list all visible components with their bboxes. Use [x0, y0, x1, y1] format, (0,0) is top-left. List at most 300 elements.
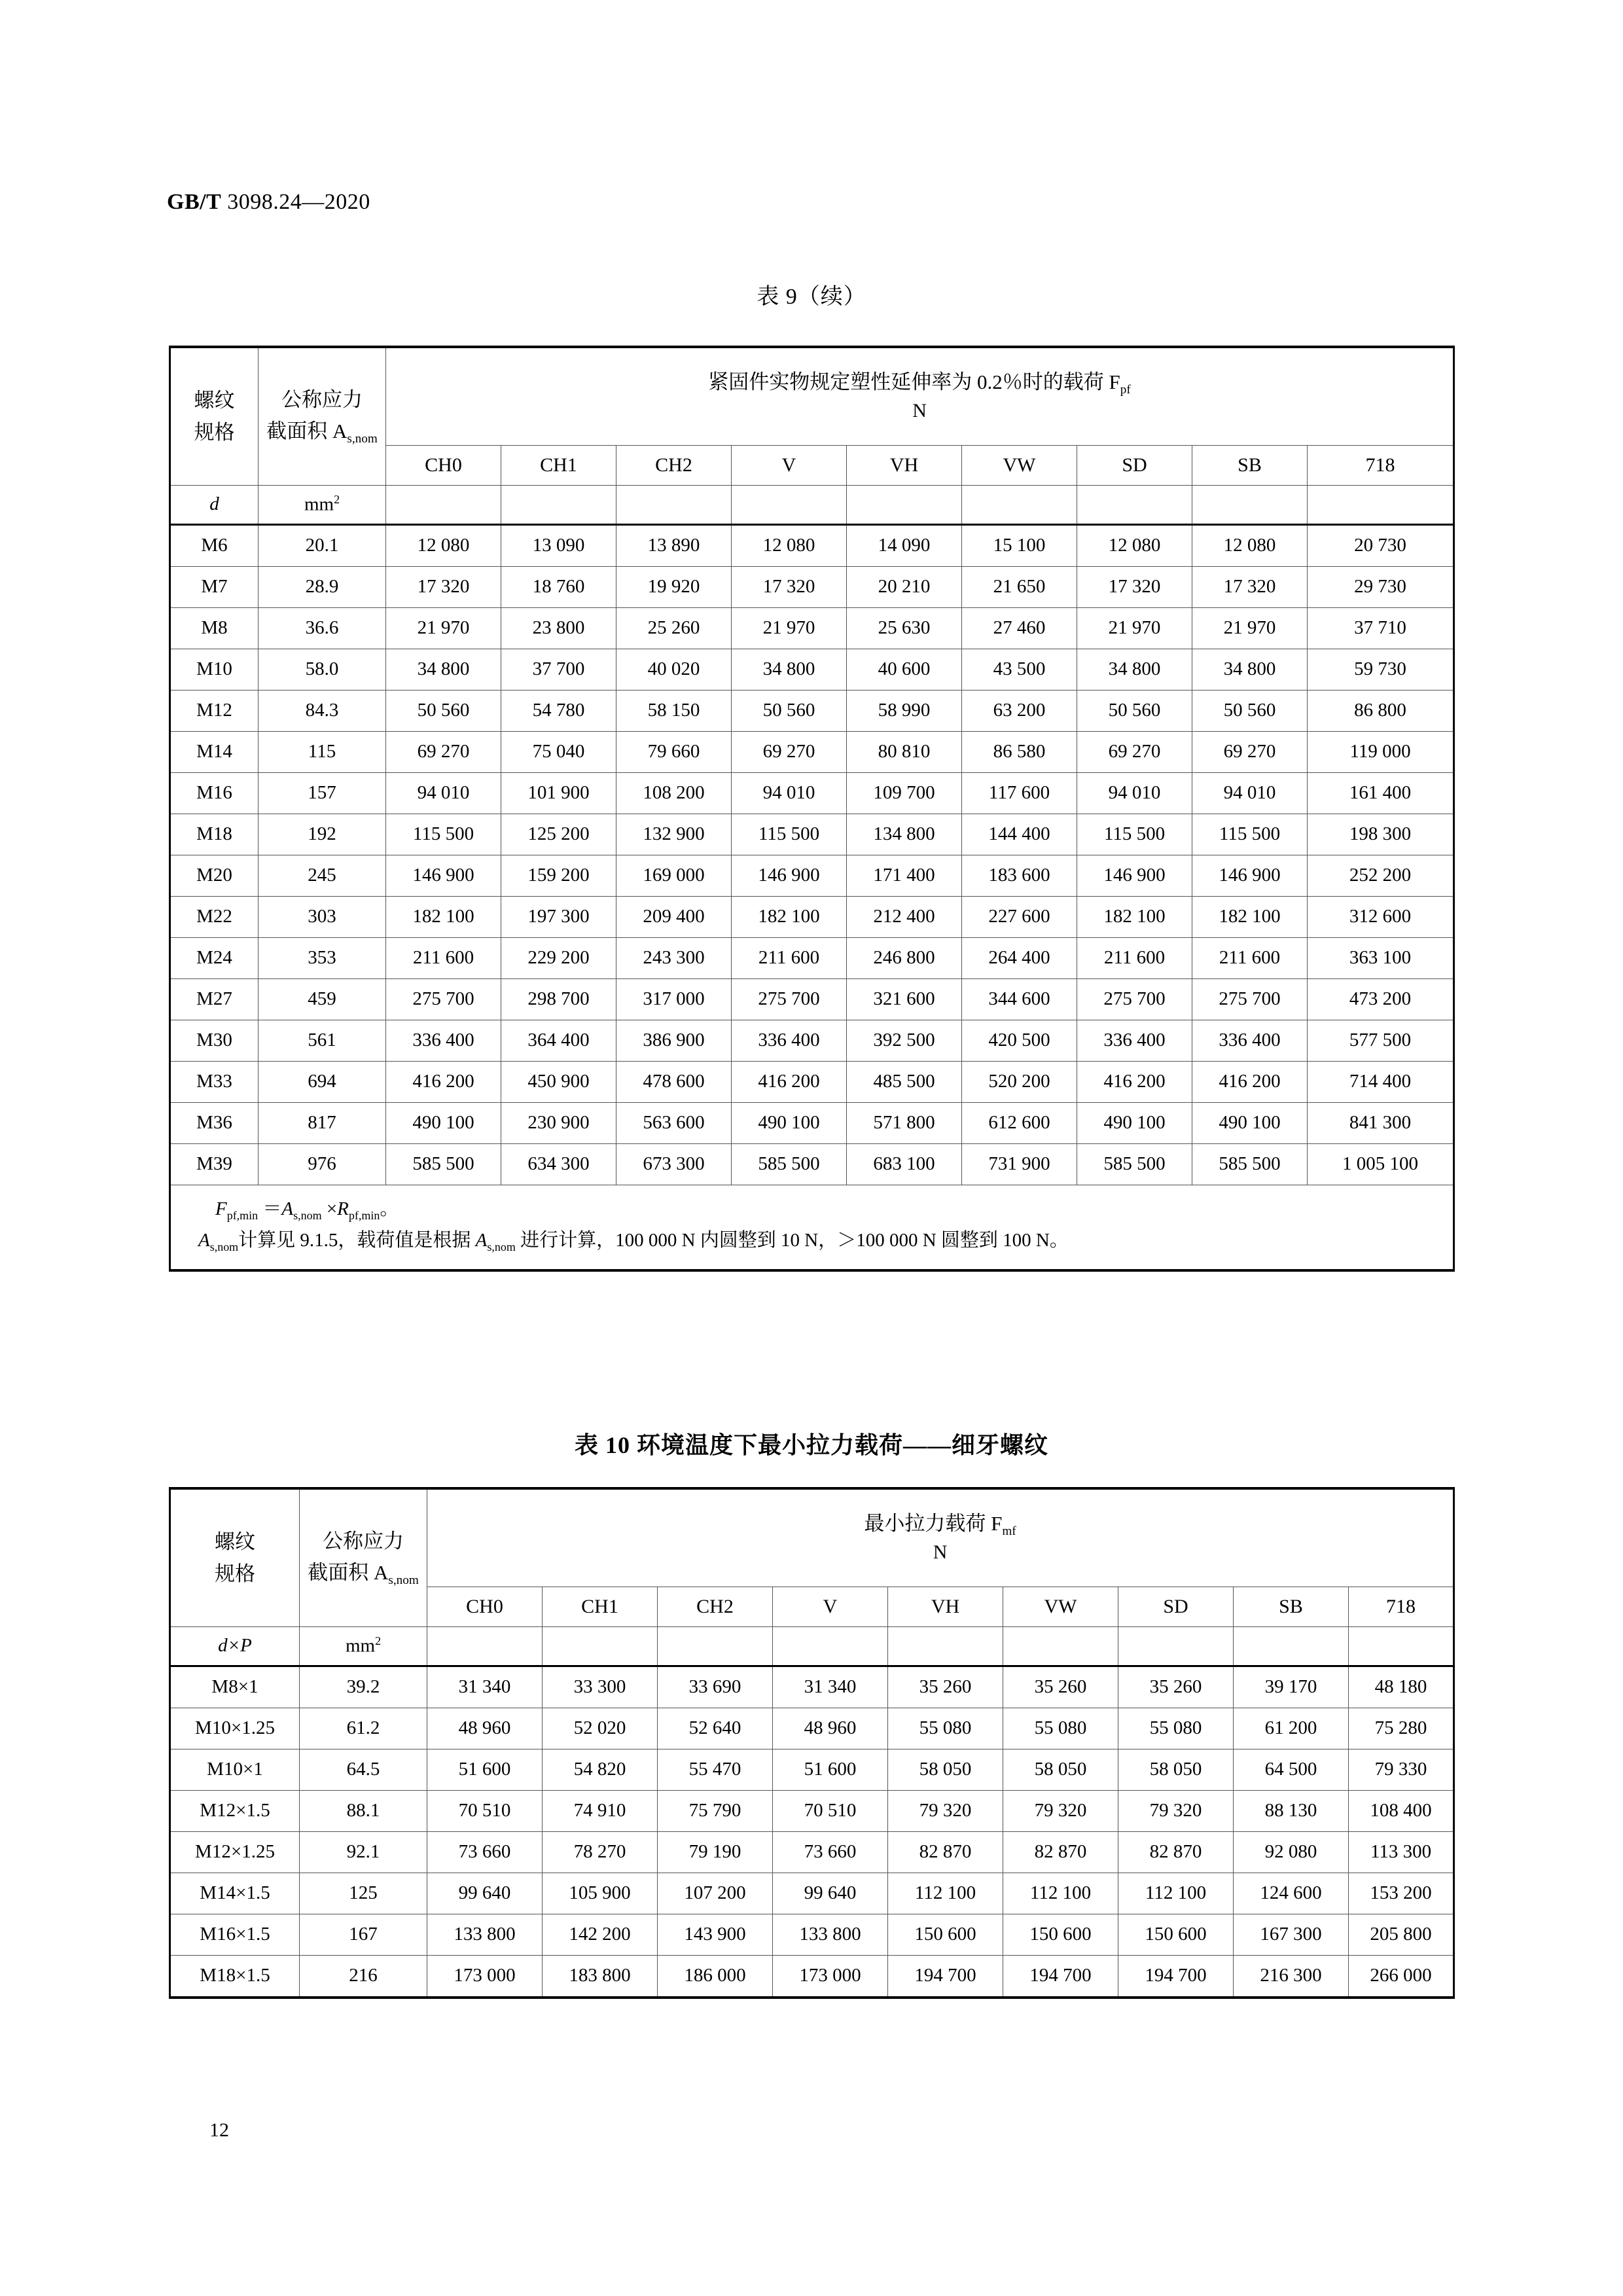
- table9-col-718: 718: [1308, 446, 1454, 486]
- cell-thread-spec: M18: [170, 814, 259, 855]
- table9-header-area: [259, 347, 386, 486]
- table9-col-vh: VH: [847, 446, 962, 486]
- cell-load-vh: 683 100: [847, 1144, 962, 1185]
- cell-load-sb: 146 900: [1192, 855, 1308, 897]
- cell-load-718: 48 180: [1349, 1666, 1454, 1708]
- cell-load-sb: 21 970: [1192, 608, 1308, 649]
- table-row: [170, 855, 1454, 897]
- cell-load-sb: 94 010: [1192, 773, 1308, 814]
- cell-load-ch0: 211 600: [386, 938, 501, 979]
- cell-load-vh: 20 210: [847, 567, 962, 608]
- cell-load-ch1: 364 400: [501, 1020, 616, 1062]
- cell-load-vw: 117 600: [962, 773, 1077, 814]
- cell-load-v: 51 600: [773, 1749, 888, 1791]
- table9-caption: 表 9（续）: [757, 285, 866, 309]
- cell-load-sb: 34 800: [1192, 649, 1308, 691]
- table10-header-area-l1: 公称应力: [323, 1529, 404, 1552]
- cell-load-vh: 571 800: [847, 1103, 962, 1144]
- cell-load-vh: 485 500: [847, 1062, 962, 1103]
- cell-load-ch1: 54 820: [543, 1749, 658, 1791]
- table10-col-ch0: CH0: [427, 1587, 543, 1627]
- table9-col-vw: VW: [962, 446, 1077, 486]
- cell-load-vh: 194 700: [888, 1956, 1003, 1998]
- table9-col-sb: SB: [1192, 446, 1308, 486]
- cell-load-718: 714 400: [1308, 1062, 1454, 1103]
- cell-thread-spec: M30: [170, 1020, 259, 1062]
- cell-load-ch1: 450 900: [501, 1062, 616, 1103]
- table10-header-pad-9: [1349, 1627, 1454, 1666]
- cell-load-718: 20 730: [1308, 525, 1454, 567]
- cell-load-sb: 490 100: [1192, 1103, 1308, 1144]
- cell-load-vw: 183 600: [962, 855, 1077, 897]
- cell-thread-spec: M6: [170, 525, 259, 567]
- cell-load-718: 86 800: [1308, 691, 1454, 732]
- table-row: [170, 1873, 1454, 1914]
- cell-thread-spec: M20: [170, 855, 259, 897]
- cell-load-v: 73 660: [773, 1832, 888, 1873]
- table9-header-pad-4: [732, 486, 847, 525]
- cell-load-vh: 112 100: [888, 1873, 1003, 1914]
- cell-load-vw: 86 580: [962, 732, 1077, 773]
- table-row: [170, 1914, 1454, 1956]
- table-row: [170, 1103, 1454, 1144]
- cell-load-vh: 82 870: [888, 1832, 1003, 1873]
- cell-load-ch2: 563 600: [616, 1103, 732, 1144]
- cell-load-vh: 14 090: [847, 525, 962, 567]
- cell-load-sd: 146 900: [1077, 855, 1192, 897]
- cell-load-ch0: 416 200: [386, 1062, 501, 1103]
- cell-load-v: 416 200: [732, 1062, 847, 1103]
- table10-header-spec-dp: d×P: [170, 1627, 300, 1666]
- table9-header-span-unit: N: [912, 400, 927, 422]
- cell-load-vh: 25 630: [847, 608, 962, 649]
- table10-caption: 表 10 环境温度下最小拉力载荷——细牙螺纹: [574, 1432, 1048, 1458]
- cell-load-v: 173 000: [773, 1956, 888, 1998]
- cell-load-vw: 82 870: [1003, 1832, 1118, 1873]
- cell-load-sb: 167 300: [1234, 1914, 1349, 1956]
- cell-stress-area: 976: [259, 1144, 386, 1185]
- cell-load-sb: 88 130: [1234, 1791, 1349, 1832]
- cell-load-sd: 35 260: [1118, 1666, 1234, 1708]
- cell-load-vh: 58 990: [847, 691, 962, 732]
- table10-header-pad-2: [543, 1627, 658, 1666]
- table9-header-pad-3: [616, 486, 732, 525]
- cell-load-ch1: 13 090: [501, 525, 616, 567]
- cell-stress-area: 303: [259, 897, 386, 938]
- cell-load-vw: 63 200: [962, 691, 1077, 732]
- cell-load-sb: 69 270: [1192, 732, 1308, 773]
- cell-load-ch0: 585 500: [386, 1144, 501, 1185]
- cell-stress-area: 459: [259, 979, 386, 1020]
- cell-stress-area: 84.3: [259, 691, 386, 732]
- cell-stress-area: 115: [259, 732, 386, 773]
- cell-load-718: 198 300: [1308, 814, 1454, 855]
- table-row: [170, 1144, 1454, 1185]
- table10-header-area: [300, 1488, 427, 1627]
- table9-col-ch1: CH1: [501, 446, 616, 486]
- cell-thread-spec: M16: [170, 773, 259, 814]
- table9-col-ch0: CH0: [386, 446, 501, 486]
- cell-load-ch1: 52 020: [543, 1708, 658, 1749]
- cell-load-sd: 55 080: [1118, 1708, 1234, 1749]
- cell-load-ch1: 634 300: [501, 1144, 616, 1185]
- table9-header-pad-1: [386, 486, 501, 525]
- table10-header-pad-1: [427, 1627, 543, 1666]
- cell-load-sd: 416 200: [1077, 1062, 1192, 1103]
- cell-load-v: 48 960: [773, 1708, 888, 1749]
- cell-thread-spec: M18×1.5: [170, 1956, 300, 1998]
- cell-load-ch1: 142 200: [543, 1914, 658, 1956]
- cell-load-718: 363 100: [1308, 938, 1454, 979]
- cell-load-ch1: 230 900: [501, 1103, 616, 1144]
- page-number: 12: [209, 2119, 229, 2141]
- table9-header-pad-9: [1308, 486, 1454, 525]
- table10-col-vw: VW: [1003, 1587, 1118, 1627]
- cell-load-ch2: 143 900: [658, 1914, 773, 1956]
- table-row: [170, 608, 1454, 649]
- cell-thread-spec: M10×1.25: [170, 1708, 300, 1749]
- cell-load-ch0: 336 400: [386, 1020, 501, 1062]
- table10-header-pad-7: [1118, 1627, 1234, 1666]
- document-header: [167, 190, 370, 215]
- cell-load-v: 133 800: [773, 1914, 888, 1956]
- cell-thread-spec: M22: [170, 897, 259, 938]
- cell-load-vw: 520 200: [962, 1062, 1077, 1103]
- cell-load-sb: 182 100: [1192, 897, 1308, 938]
- cell-load-ch0: 31 340: [427, 1666, 543, 1708]
- cell-load-ch2: 209 400: [616, 897, 732, 938]
- table9-header-span-title: 紧固件实物规定塑性延伸率为 0.2％时的载荷 $F_{pf}$: [708, 370, 1131, 397]
- cell-load-sd: 79 320: [1118, 1791, 1234, 1832]
- cell-load-718: 75 280: [1349, 1708, 1454, 1749]
- table10-header-spec: [170, 1488, 300, 1627]
- cell-load-ch2: 132 900: [616, 814, 732, 855]
- cell-load-ch0: 48 960: [427, 1708, 543, 1749]
- cell-load-ch0: 146 900: [386, 855, 501, 897]
- cell-stress-area: 561: [259, 1020, 386, 1062]
- table-row: [170, 814, 1454, 855]
- cell-load-ch2: 317 000: [616, 979, 732, 1020]
- cell-load-sd: 115 500: [1077, 814, 1192, 855]
- cell-load-ch2: 478 600: [616, 1062, 732, 1103]
- cell-load-ch2: 186 000: [658, 1956, 773, 1998]
- table10-header-pad-8: [1234, 1627, 1349, 1666]
- table9-col-ch2: CH2: [616, 446, 732, 486]
- cell-load-sd: 21 970: [1077, 608, 1192, 649]
- cell-load-ch0: 34 800: [386, 649, 501, 691]
- table10-col-sd: SD: [1118, 1587, 1234, 1627]
- cell-load-sd: 69 270: [1077, 732, 1192, 773]
- cell-stress-area: 39.2: [300, 1666, 427, 1708]
- cell-load-vh: 392 500: [847, 1020, 962, 1062]
- table9-header-area-unit: $mm^2$: [259, 486, 386, 525]
- cell-thread-spec: M10×1: [170, 1749, 300, 1791]
- cell-load-vw: 227 600: [962, 897, 1077, 938]
- cell-load-vw: 79 320: [1003, 1791, 1118, 1832]
- cell-load-718: 473 200: [1308, 979, 1454, 1020]
- cell-load-v: 17 320: [732, 567, 847, 608]
- table-row: [170, 525, 1454, 567]
- cell-stress-area: 694: [259, 1062, 386, 1103]
- cell-load-sb: 92 080: [1234, 1832, 1349, 1873]
- cell-load-sb: 50 560: [1192, 691, 1308, 732]
- cell-load-sd: 585 500: [1077, 1144, 1192, 1185]
- cell-load-718: 113 300: [1349, 1832, 1454, 1873]
- cell-load-sb: 39 170: [1234, 1666, 1349, 1708]
- cell-load-vw: 731 900: [962, 1144, 1077, 1185]
- cell-load-ch1: 298 700: [501, 979, 616, 1020]
- cell-load-ch2: 169 000: [616, 855, 732, 897]
- table10-col-718: 718: [1349, 1587, 1454, 1627]
- cell-load-ch2: 75 790: [658, 1791, 773, 1832]
- table-row: [170, 1749, 1454, 1791]
- table9-header-pad-6: [962, 486, 1077, 525]
- cell-load-sb: 124 600: [1234, 1873, 1349, 1914]
- cell-stress-area: 167: [300, 1914, 427, 1956]
- table-row: [170, 1666, 1454, 1708]
- table10-header-spec-l2: 规格: [215, 1562, 255, 1585]
- cell-thread-spec: M39: [170, 1144, 259, 1185]
- table10-header-pad-6: [1003, 1627, 1118, 1666]
- cell-thread-spec: M8×1: [170, 1666, 300, 1708]
- cell-load-718: 59 730: [1308, 649, 1454, 691]
- cell-stress-area: 64.5: [300, 1749, 427, 1791]
- table-row: [170, 567, 1454, 608]
- cell-load-sd: 58 050: [1118, 1749, 1234, 1791]
- cell-load-vh: 79 320: [888, 1791, 1003, 1832]
- cell-load-vw: 58 050: [1003, 1749, 1118, 1791]
- cell-load-sb: 61 200: [1234, 1708, 1349, 1749]
- table9-header-span: [386, 347, 1454, 446]
- cell-load-sb: 275 700: [1192, 979, 1308, 1020]
- cell-load-ch0: 182 100: [386, 897, 501, 938]
- cell-load-ch1: 33 300: [543, 1666, 658, 1708]
- cell-thread-spec: M14×1.5: [170, 1873, 300, 1914]
- table9-header-pad-8: [1192, 486, 1308, 525]
- cell-load-ch1: 75 040: [501, 732, 616, 773]
- cell-load-vh: 150 600: [888, 1914, 1003, 1956]
- standard-number: 3098.24—2020: [221, 190, 370, 214]
- cell-load-ch2: 79 660: [616, 732, 732, 773]
- table9-header-spec: [170, 347, 259, 486]
- cell-load-ch0: 73 660: [427, 1832, 543, 1873]
- cell-load-v: 69 270: [732, 732, 847, 773]
- cell-load-v: 336 400: [732, 1020, 847, 1062]
- table-row: [170, 732, 1454, 773]
- cell-load-vw: 612 600: [962, 1103, 1077, 1144]
- cell-load-ch1: 78 270: [543, 1832, 658, 1873]
- cell-load-ch2: 13 890: [616, 525, 732, 567]
- cell-load-ch2: 55 470: [658, 1749, 773, 1791]
- cell-load-vh: 40 600: [847, 649, 962, 691]
- cell-load-718: 161 400: [1308, 773, 1454, 814]
- cell-load-vw: 43 500: [962, 649, 1077, 691]
- cell-load-ch0: 275 700: [386, 979, 501, 1020]
- table10-header-pad-5: [888, 1627, 1003, 1666]
- table9-header-pad-7: [1077, 486, 1192, 525]
- cell-load-sd: 50 560: [1077, 691, 1192, 732]
- cell-load-sb: 17 320: [1192, 567, 1308, 608]
- cell-load-ch0: 94 010: [386, 773, 501, 814]
- cell-load-718: 841 300: [1308, 1103, 1454, 1144]
- cell-load-v: 50 560: [732, 691, 847, 732]
- table10-header-pad-4: [773, 1627, 888, 1666]
- cell-load-v: 211 600: [732, 938, 847, 979]
- cell-load-ch0: 133 800: [427, 1914, 543, 1956]
- cell-load-vh: 58 050: [888, 1749, 1003, 1791]
- cell-load-sd: 194 700: [1118, 1956, 1234, 1998]
- cell-load-ch1: 18 760: [501, 567, 616, 608]
- cell-load-v: 182 100: [732, 897, 847, 938]
- cell-load-v: 99 640: [773, 1873, 888, 1914]
- table10-header-span: [427, 1488, 1454, 1587]
- cell-load-ch1: 159 200: [501, 855, 616, 897]
- cell-load-ch2: 33 690: [658, 1666, 773, 1708]
- cell-load-ch0: 21 970: [386, 608, 501, 649]
- cell-load-vw: 15 100: [962, 525, 1077, 567]
- table10-header-span-title: 最小拉力载荷 $F_{mf}$: [864, 1512, 1016, 1539]
- cell-load-718: 108 400: [1349, 1791, 1454, 1832]
- cell-load-718: 1 005 100: [1308, 1144, 1454, 1185]
- cell-stress-area: 20.1: [259, 525, 386, 567]
- cell-thread-spec: M12×1.25: [170, 1832, 300, 1873]
- cell-load-sb: 216 300: [1234, 1956, 1349, 1998]
- cell-load-vh: 35 260: [888, 1666, 1003, 1708]
- cell-load-ch2: 673 300: [616, 1144, 732, 1185]
- cell-thread-spec: M16×1.5: [170, 1914, 300, 1956]
- cell-thread-spec: M12×1.5: [170, 1791, 300, 1832]
- cell-load-ch1: 23 800: [501, 608, 616, 649]
- cell-thread-spec: M24: [170, 938, 259, 979]
- cell-load-ch0: 17 320: [386, 567, 501, 608]
- cell-load-sd: 112 100: [1118, 1873, 1234, 1914]
- cell-load-ch2: 19 920: [616, 567, 732, 608]
- cell-stress-area: 817: [259, 1103, 386, 1144]
- cell-stress-area: 36.6: [259, 608, 386, 649]
- table10: [169, 1487, 1455, 1999]
- cell-load-vw: 150 600: [1003, 1914, 1118, 1956]
- table-row: [170, 773, 1454, 814]
- table10-header-pad-3: [658, 1627, 773, 1666]
- cell-stress-area: 192: [259, 814, 386, 855]
- cell-load-v: 585 500: [732, 1144, 847, 1185]
- cell-load-vw: 264 400: [962, 938, 1077, 979]
- cell-load-ch1: 229 200: [501, 938, 616, 979]
- cell-load-vw: 420 500: [962, 1020, 1077, 1062]
- table10-body: [170, 1666, 1454, 1998]
- cell-thread-spec: M36: [170, 1103, 259, 1144]
- table10-header-spec-l1: 螺纹: [215, 1530, 255, 1554]
- cell-load-sb: 336 400: [1192, 1020, 1308, 1062]
- cell-load-sd: 12 080: [1077, 525, 1192, 567]
- cell-load-ch1: 183 800: [543, 1956, 658, 1998]
- table10-header-area-unit: $mm^2$: [300, 1627, 427, 1666]
- table-row: [170, 1791, 1454, 1832]
- cell-load-ch1: 197 300: [501, 897, 616, 938]
- cell-stress-area: 92.1: [300, 1832, 427, 1873]
- cell-stress-area: 157: [259, 773, 386, 814]
- table-row: [170, 897, 1454, 938]
- table10-col-vh: VH: [888, 1587, 1003, 1627]
- table-row: [170, 1020, 1454, 1062]
- cell-thread-spec: M14: [170, 732, 259, 773]
- cell-load-ch0: 173 000: [427, 1956, 543, 1998]
- cell-load-v: 31 340: [773, 1666, 888, 1708]
- cell-load-ch1: 54 780: [501, 691, 616, 732]
- cell-load-ch2: 79 190: [658, 1832, 773, 1873]
- table9-header-pad-2: [501, 486, 616, 525]
- cell-load-vh: 246 800: [847, 938, 962, 979]
- cell-load-718: 79 330: [1349, 1749, 1454, 1791]
- cell-load-ch0: 12 080: [386, 525, 501, 567]
- cell-load-ch1: 125 200: [501, 814, 616, 855]
- cell-load-sd: 336 400: [1077, 1020, 1192, 1062]
- cell-load-vh: 109 700: [847, 773, 962, 814]
- table9-header-spec-l1: 螺纹: [194, 389, 235, 412]
- cell-stress-area: 88.1: [300, 1791, 427, 1832]
- cell-thread-spec: M8: [170, 608, 259, 649]
- cell-load-v: 34 800: [732, 649, 847, 691]
- cell-load-v: 21 970: [732, 608, 847, 649]
- cell-load-sd: 34 800: [1077, 649, 1192, 691]
- cell-load-sd: 82 870: [1118, 1832, 1234, 1873]
- cell-load-vw: 144 400: [962, 814, 1077, 855]
- cell-load-ch2: 25 260: [616, 608, 732, 649]
- cell-stress-area: 61.2: [300, 1708, 427, 1749]
- table-row: [170, 1956, 1454, 1998]
- cell-load-vw: 35 260: [1003, 1666, 1118, 1708]
- cell-stress-area: 125: [300, 1873, 427, 1914]
- cell-thread-spec: M12: [170, 691, 259, 732]
- cell-load-ch0: 70 510: [427, 1791, 543, 1832]
- cell-load-vh: 212 400: [847, 897, 962, 938]
- cell-stress-area: 245: [259, 855, 386, 897]
- cell-load-ch0: 51 600: [427, 1749, 543, 1791]
- table9-header-pad-5: [847, 486, 962, 525]
- table9-header-area-l2: 截面积 $A_{s,nom}$: [266, 420, 378, 446]
- table9-note-text: $A_{s,nom}$计算见 9.1.5，载荷值是根据 $A_{s,nom}$ 进行计算，100 000 N 内圆整到 10 N，＞100 000 N 圆整到 100 N。: [198, 1229, 1069, 1253]
- cell-load-sb: 12 080: [1192, 525, 1308, 567]
- table9-header-spec-l2: 规格: [194, 420, 235, 444]
- table10-col-ch2: CH2: [658, 1587, 773, 1627]
- cell-thread-spec: M33: [170, 1062, 259, 1103]
- cell-load-718: 266 000: [1349, 1956, 1454, 1998]
- cell-load-ch1: 37 700: [501, 649, 616, 691]
- cell-load-v: 94 010: [732, 773, 847, 814]
- cell-thread-spec: M7: [170, 567, 259, 608]
- cell-load-sb: 211 600: [1192, 938, 1308, 979]
- table9-body: [170, 525, 1454, 1185]
- cell-load-sd: 490 100: [1077, 1103, 1192, 1144]
- cell-load-718: 577 500: [1308, 1020, 1454, 1062]
- cell-load-718: 29 730: [1308, 567, 1454, 608]
- cell-load-718: 37 710: [1308, 608, 1454, 649]
- cell-load-718: 153 200: [1349, 1873, 1454, 1914]
- cell-load-718: 205 800: [1349, 1914, 1454, 1956]
- cell-load-ch0: 490 100: [386, 1103, 501, 1144]
- cell-load-ch1: 105 900: [543, 1873, 658, 1914]
- cell-load-v: 146 900: [732, 855, 847, 897]
- cell-load-718: 252 200: [1308, 855, 1454, 897]
- table9-note: [170, 1185, 1454, 1270]
- cell-load-sb: 585 500: [1192, 1144, 1308, 1185]
- table9-header-spec-d: d: [170, 486, 259, 525]
- cell-load-718: 119 000: [1308, 732, 1454, 773]
- cell-load-ch1: 74 910: [543, 1791, 658, 1832]
- cell-load-sd: 94 010: [1077, 773, 1192, 814]
- cell-load-ch2: 107 200: [658, 1873, 773, 1914]
- cell-load-vw: 194 700: [1003, 1956, 1118, 1998]
